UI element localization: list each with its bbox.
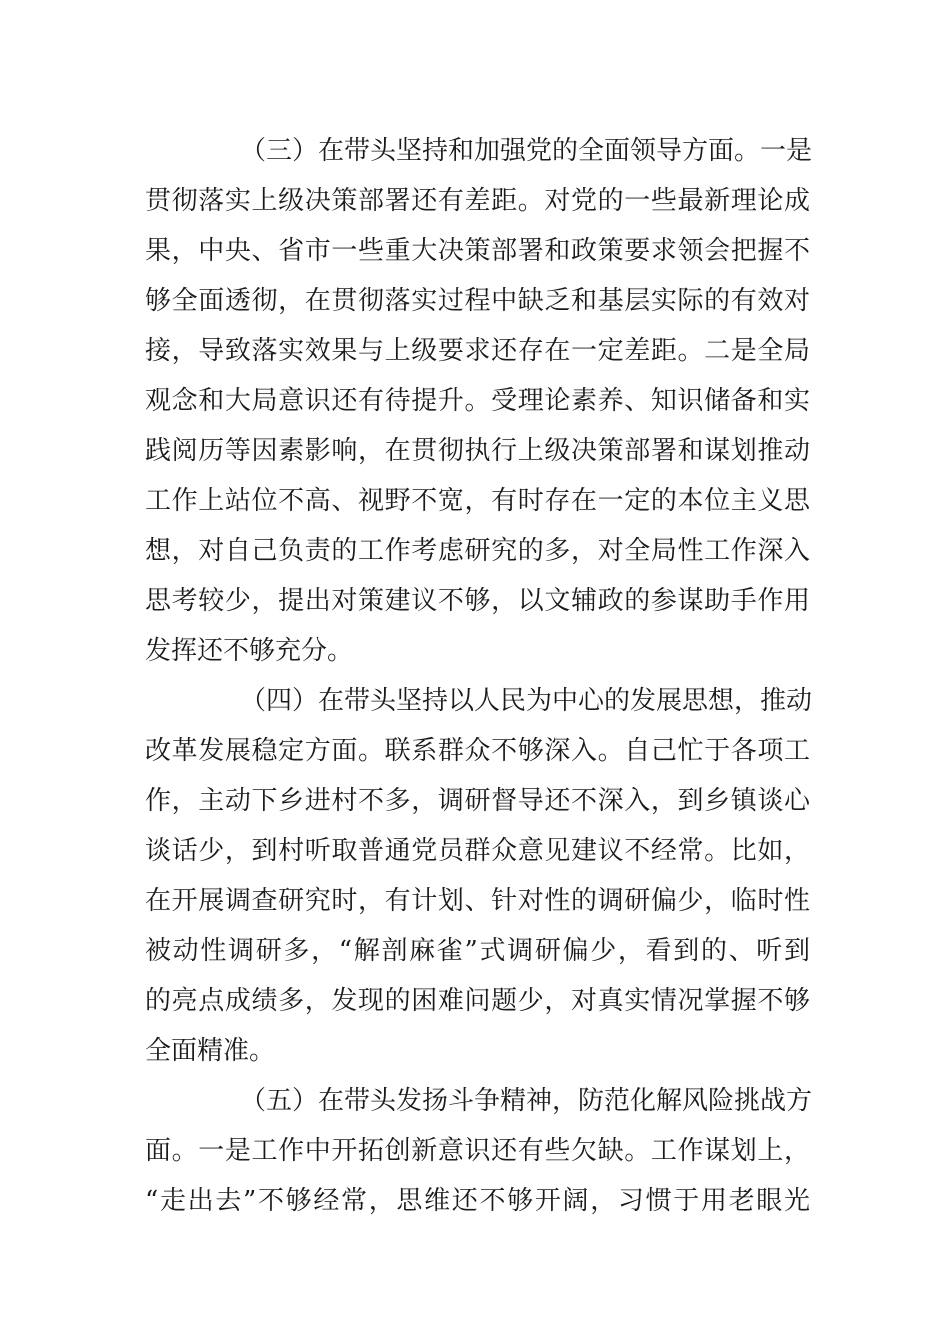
paragraph-line: 贯彻落实上级决策部署还有差距。对党的一些最新理论成 — [145, 186, 810, 216]
paragraph-line: 谈话少，到村听取普通党员群众意见建议不经常。比如， — [145, 836, 810, 866]
paragraph-line: 改革发展稳定方面。联系群众不够深入。自己忙于各项工 — [145, 736, 810, 766]
paragraph-line: 的亮点成绩多，发现的困难问题少，对真实情况掌握不够 — [145, 986, 810, 1016]
paragraph-line: 够全面透彻，在贯彻落实过程中缺乏和基层实际的有效对 — [145, 286, 810, 316]
paragraph-heading-line: （三）在带头坚持和加强党的全面领导方面。一是 — [240, 136, 813, 166]
paragraph-line: “走出去”不够经常，思维还不够开阔，习惯于用老眼光 — [145, 1186, 810, 1216]
paragraph-line: 面。一是工作中开拓创新意识还有些欠缺。工作谋划上， — [145, 1136, 810, 1166]
paragraph-line: 想，对自己负责的工作考虑研究的多，对全局性工作深入 — [145, 536, 810, 566]
paragraph-line: 全面精准。 — [145, 1036, 276, 1066]
paragraph-line: 工作上站位不高、视野不宽，有时存在一定的本位主义思 — [145, 486, 810, 516]
paragraph-line: 果，中央、省市一些重大决策部署和政策要求领会把握不 — [145, 236, 810, 266]
paragraph-line: 发挥还不够充分。 — [145, 636, 354, 666]
paragraph-line: 观念和大局意识还有待提升。受理论素养、知识储备和实 — [145, 386, 810, 416]
paragraph-line: 被动性调研多，“解剖麻雀”式调研偏少，看到的、听到 — [145, 936, 810, 966]
paragraph-line: 思考较少，提出对策建议不够，以文辅政的参谋助手作用 — [145, 586, 810, 616]
paragraph-line: 作，主动下乡进村不多，调研督导还不深入，到乡镇谈心 — [145, 786, 810, 816]
paragraph-line: 在开展调查研究时，有计划、针对性的调研偏少，临时性 — [145, 886, 810, 916]
paragraph-heading-line: （五）在带头发扬斗争精神，防范化解风险挑战方 — [240, 1086, 813, 1116]
paragraph-heading-line: （四）在带头坚持以人民为中心的发展思想，推动 — [240, 686, 813, 716]
paragraph-line: 接，导致落实效果与上级要求还存在一定差距。二是全局 — [145, 336, 810, 366]
paragraph-line: 践阅历等因素影响，在贯彻执行上级决策部署和谋划推动 — [145, 436, 810, 466]
